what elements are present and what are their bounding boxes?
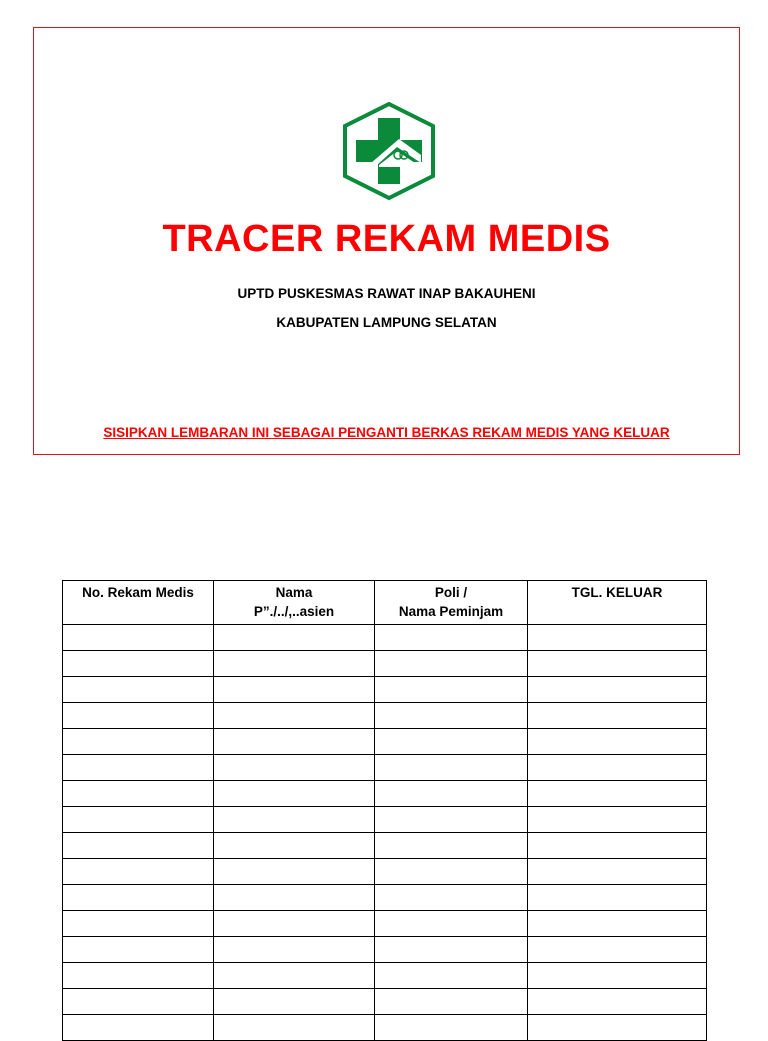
table-header-row (63, 581, 707, 625)
column-header-tgl-keluar: TGL. KELUAR (528, 581, 707, 625)
table-cell[interactable] (375, 807, 528, 833)
table-row (63, 963, 707, 989)
table-cell[interactable] (63, 677, 214, 703)
table-cell[interactable] (375, 937, 528, 963)
table-row (63, 781, 707, 807)
table-cell[interactable] (528, 989, 707, 1015)
table-cell[interactable] (63, 781, 214, 807)
table-cell[interactable] (63, 859, 214, 885)
table-cell[interactable] (214, 729, 375, 755)
table-cell[interactable] (375, 885, 528, 911)
table-cell[interactable] (528, 625, 707, 651)
tracer-register-table (62, 580, 707, 1041)
table-cell[interactable] (63, 807, 214, 833)
column-header-no-rekam-medis: No. Rekam Medis (63, 581, 214, 625)
column-header-poli-peminjam: Poli / Nama Peminjam (375, 581, 528, 625)
table-cell[interactable] (375, 651, 528, 677)
table-cell[interactable] (528, 1015, 707, 1041)
table-cell[interactable] (63, 833, 214, 859)
table-cell[interactable] (214, 651, 375, 677)
table-cell[interactable] (214, 963, 375, 989)
table-cell[interactable] (528, 703, 707, 729)
table-cell[interactable] (375, 911, 528, 937)
table-cell[interactable] (63, 755, 214, 781)
table-cell[interactable] (528, 911, 707, 937)
table-row (63, 833, 707, 859)
table-row (63, 859, 707, 885)
tracer-header-box (33, 27, 740, 455)
table-cell[interactable] (63, 1015, 214, 1041)
table-cell[interactable] (214, 911, 375, 937)
table-cell[interactable] (214, 937, 375, 963)
table-cell[interactable] (375, 755, 528, 781)
table-cell[interactable] (528, 781, 707, 807)
regency-name: KABUPATEN LAMPUNG SELATAN (276, 315, 497, 330)
table-cell[interactable] (63, 989, 214, 1015)
table-cell[interactable] (214, 859, 375, 885)
table-row (63, 703, 707, 729)
table-cell[interactable] (63, 937, 214, 963)
table-row (63, 755, 707, 781)
table-cell[interactable] (63, 885, 214, 911)
table-row (63, 885, 707, 911)
table-cell[interactable] (528, 963, 707, 989)
table-cell[interactable] (528, 885, 707, 911)
table-row (63, 989, 707, 1015)
table-cell[interactable] (214, 755, 375, 781)
table-cell[interactable] (63, 963, 214, 989)
table-cell[interactable] (528, 807, 707, 833)
table-row (63, 937, 707, 963)
table-cell[interactable] (214, 703, 375, 729)
table-cell[interactable] (214, 625, 375, 651)
table-cell[interactable] (214, 885, 375, 911)
table-cell[interactable] (528, 833, 707, 859)
table-cell[interactable] (375, 703, 528, 729)
page-title: TRACER REKAM MEDIS (162, 218, 611, 260)
table-cell[interactable] (528, 729, 707, 755)
table-cell[interactable] (375, 677, 528, 703)
table-cell[interactable] (375, 729, 528, 755)
table-cell[interactable] (214, 807, 375, 833)
table-cell[interactable] (528, 859, 707, 885)
table-cell[interactable] (375, 859, 528, 885)
table-row (63, 911, 707, 937)
table-cell[interactable] (375, 989, 528, 1015)
table-cell[interactable] (214, 989, 375, 1015)
table-cell[interactable] (214, 781, 375, 807)
table-cell[interactable] (375, 963, 528, 989)
table-cell[interactable] (63, 651, 214, 677)
table-cell[interactable] (528, 937, 707, 963)
table-cell[interactable] (375, 1015, 528, 1041)
table-cell[interactable] (375, 781, 528, 807)
table-cell[interactable] (528, 677, 707, 703)
kemenkes-logo-icon (339, 101, 439, 201)
table-cell[interactable] (528, 651, 707, 677)
table-row (63, 625, 707, 651)
table-cell[interactable] (214, 677, 375, 703)
column-header-nama-pasien: Nama P”./../,..asien (214, 581, 375, 625)
table-row (63, 677, 707, 703)
table-cell[interactable] (214, 833, 375, 859)
insert-notice: SISIPKAN LEMBARAN INI SEBAGAI PENGANTI BERKAS REKAM MEDIS YANG KELUAR (103, 425, 670, 440)
table-row (63, 729, 707, 755)
table-row (63, 1015, 707, 1041)
table-cell[interactable] (375, 833, 528, 859)
table-cell[interactable] (63, 911, 214, 937)
table-cell[interactable] (63, 625, 214, 651)
table-cell[interactable] (214, 1015, 375, 1041)
table-cell[interactable] (63, 729, 214, 755)
institution-name: UPTD PUSKESMAS RAWAT INAP BAKAUHENI (237, 286, 536, 301)
table-row (63, 651, 707, 677)
table-row (63, 807, 707, 833)
table-cell[interactable] (375, 625, 528, 651)
table-cell[interactable] (63, 703, 214, 729)
table-cell[interactable] (528, 755, 707, 781)
